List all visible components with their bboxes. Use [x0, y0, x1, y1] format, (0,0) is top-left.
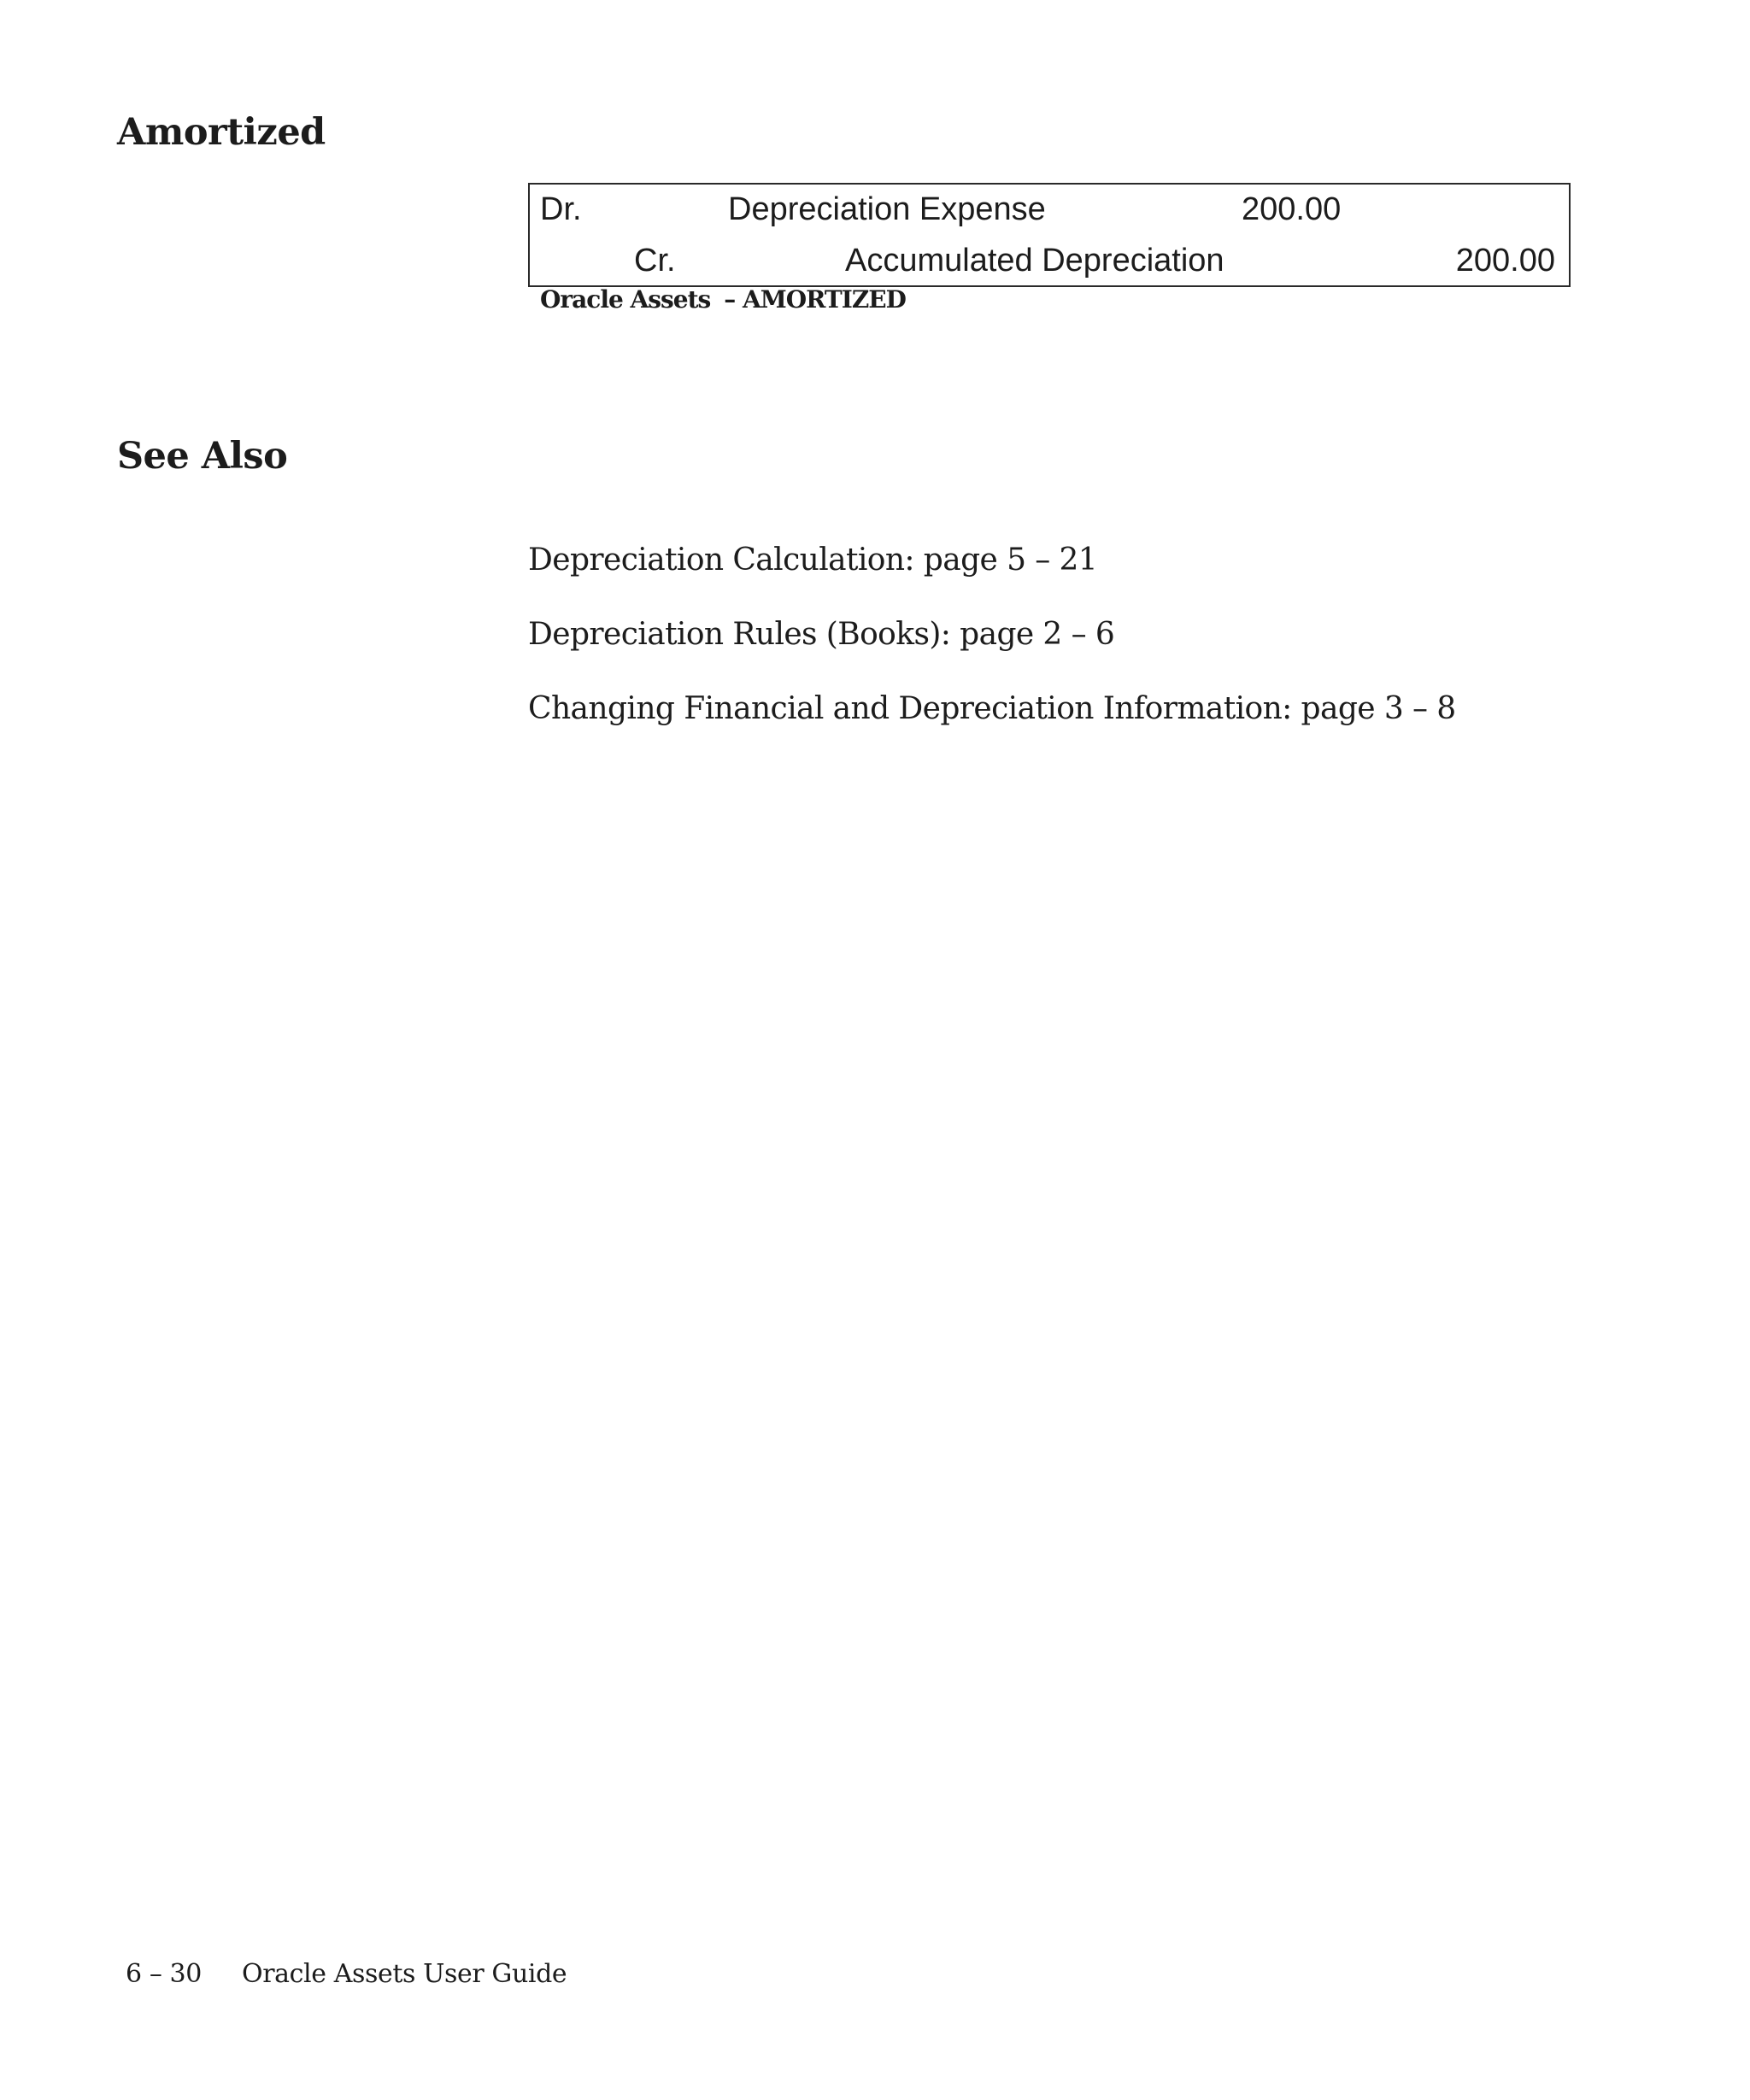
credit-label: Cr. — [634, 243, 676, 279]
credit-account: Accumulated Depreciation — [845, 243, 1224, 279]
section-heading-amortized: Amortized — [117, 111, 326, 154]
journal-entry-box — [528, 183, 1571, 287]
footer-book-title: Oracle Assets User Guide — [242, 1959, 567, 1989]
see-also-link-changing-financial-info[interactable]: Changing Financial and Depreciation Information: page 3 – 8 — [528, 691, 1456, 726]
section-heading-see-also: See Also — [117, 435, 288, 478]
see-also-list — [528, 540, 1456, 763]
see-also-link-depreciation-calculation[interactable]: Depreciation Calculation: page 5 – 21 — [528, 543, 1098, 578]
see-also-link-depreciation-rules[interactable]: Depreciation Rules (Books): page 2 – 6 — [528, 617, 1115, 652]
journal-entry-caption — [540, 285, 906, 314]
caption-product: Oracle Assets — [540, 285, 711, 314]
debit-label: Dr. — [540, 191, 582, 227]
debit-account: Depreciation Expense — [728, 191, 1046, 227]
caption-tag: – AMORTIZED — [724, 285, 906, 314]
footer-page-number: 6 – 30 — [126, 1959, 202, 1989]
credit-amount: 200.00 — [1455, 243, 1555, 279]
debit-amount: 200.00 — [1242, 191, 1342, 227]
